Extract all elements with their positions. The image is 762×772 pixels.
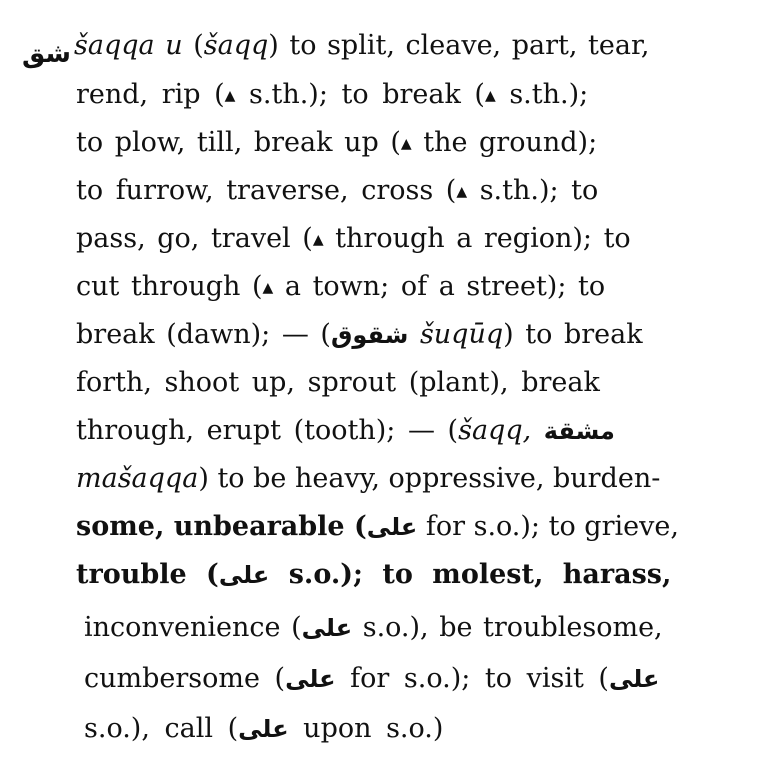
entry-line-8 <box>76 367 600 399</box>
arabic-verbal-noun: مشقة <box>543 417 615 445</box>
plural-transliteration: šuqūq <box>419 319 504 350</box>
definition-text: cumbersome ( <box>84 663 286 694</box>
entry-line-5 <box>76 223 631 255</box>
definition-text: cut through ( <box>76 271 263 302</box>
triangle-icon: ▲ <box>224 88 236 104</box>
definition-text: through a region); to <box>323 223 631 254</box>
definition-text: s.o.); to molest, harass, <box>269 559 672 590</box>
definition-text: rend, rip ( <box>76 79 225 110</box>
entry-line-10 <box>76 463 660 495</box>
definition-text: ) to split, cleave, part, tear, <box>268 30 650 61</box>
verbal-noun-transliteration: mašaqqa <box>76 463 199 494</box>
definition-text: some, unbearable ( <box>76 511 367 542</box>
definition-text: the ground); <box>411 127 598 158</box>
arabic-preposition: على <box>608 665 660 693</box>
arabic-preposition: على <box>238 715 289 743</box>
definition-text: s.th.); to <box>467 175 599 206</box>
entry-line-9 <box>76 415 615 447</box>
definition-text: pass, go, travel ( <box>76 223 313 254</box>
definition-text: to plow, till, break up ( <box>76 127 401 158</box>
entry-line-13 <box>84 612 663 644</box>
definition-text: s.o.), be troublesome, <box>352 612 663 643</box>
definition-text: s.th.); to break ( <box>235 79 485 110</box>
definition-text: through, erupt (tooth); — ( <box>76 415 459 446</box>
triangle-icon: ▲ <box>262 280 274 296</box>
definition-text: for s.o.); to visit ( <box>335 663 609 694</box>
entry-line-4 <box>76 175 598 207</box>
verbal-noun-transliteration: šaqq <box>203 30 269 61</box>
arabic-preposition: على <box>285 665 336 693</box>
entry-line-7 <box>76 319 643 351</box>
entry-line-11 <box>76 511 679 543</box>
definition-text: to furrow, traverse, cross ( <box>76 175 457 206</box>
definition-text: inconvenience ( <box>84 612 302 643</box>
entry-line-15 <box>84 713 443 745</box>
entry-line-14 <box>84 663 659 695</box>
definition-text: ) to break <box>503 319 643 350</box>
headword-arabic: شق <box>22 39 72 69</box>
definition-text: for s.o.); to grieve, <box>417 511 679 542</box>
verbal-noun-transliteration: šaqq, <box>458 415 532 446</box>
definition-text: s.o.), call ( <box>84 713 239 744</box>
definition-text: ) to be heavy, oppressive, burden- <box>198 463 661 494</box>
definition-text: trouble ( <box>76 559 219 590</box>
definition-text: break (dawn); — ( <box>76 319 331 350</box>
definition-text: forth, shoot up, sprout (plant), break <box>76 367 600 398</box>
definition-text: a town; of a street); to <box>273 271 606 302</box>
entry-line-1 <box>74 30 649 62</box>
entry-line-6 <box>76 271 605 303</box>
entry-line-2 <box>76 79 588 111</box>
entry-line-3 <box>76 127 597 159</box>
triangle-icon: ▲ <box>456 184 468 200</box>
triangle-icon: ▲ <box>312 232 324 248</box>
arabic-plural: شقوق <box>330 321 409 349</box>
definition-text: s.th.); <box>495 79 589 110</box>
arabic-preposition: على <box>366 513 418 541</box>
triangle-icon: ▲ <box>484 88 496 104</box>
arabic-preposition: على <box>301 614 353 642</box>
arabic-preposition: على <box>218 561 270 589</box>
entry-line-12 <box>76 559 671 591</box>
triangle-icon: ▲ <box>400 136 412 152</box>
definition-text: upon s.o.) <box>288 713 444 744</box>
paren-open: ( <box>193 30 204 61</box>
headword-transliteration: šaqqa u <box>74 30 183 61</box>
